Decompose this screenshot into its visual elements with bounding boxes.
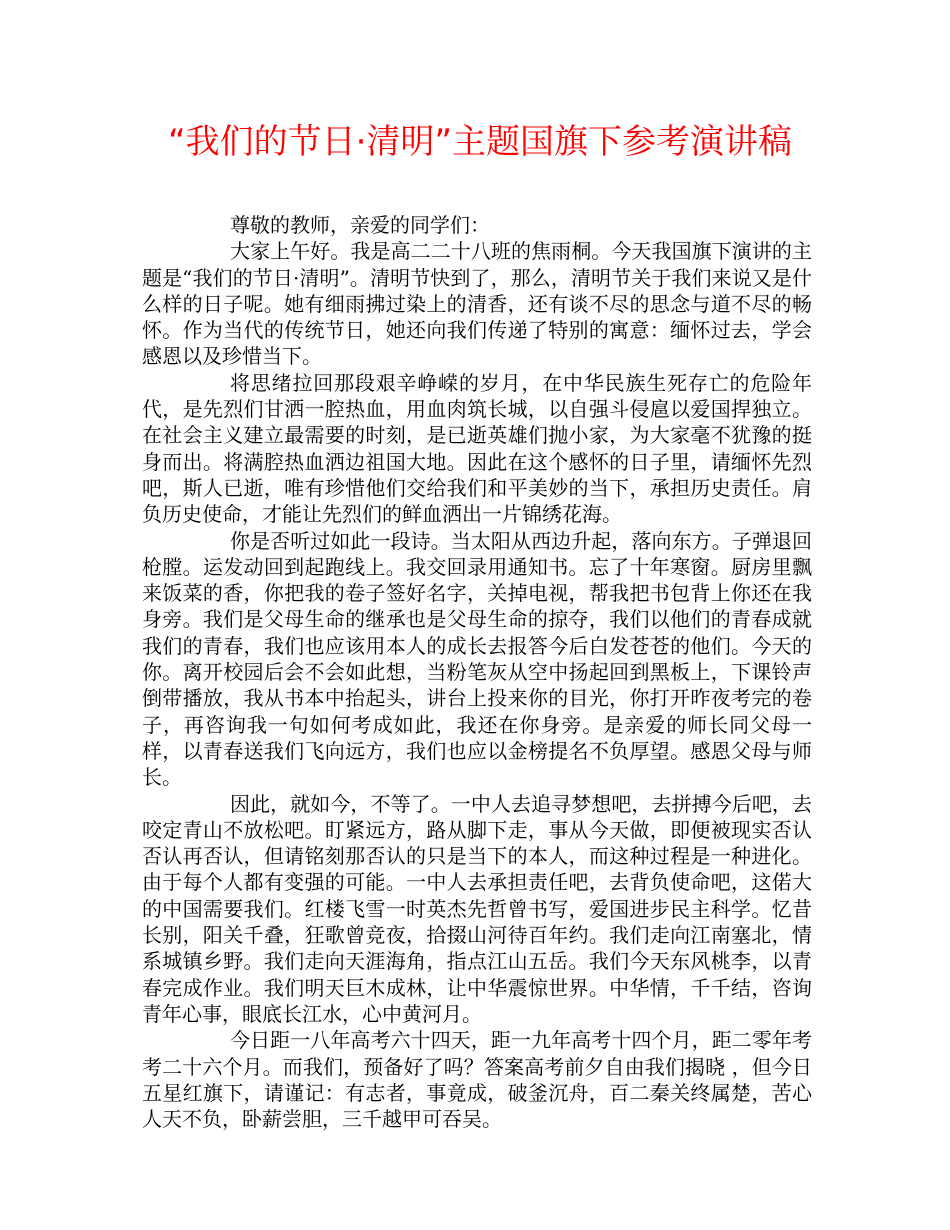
paragraph-5: 今日距一八年高考六十四天，距一九年高考十四个月，距二零年考考二十六个月。而我们，预备好了吗？答案高考前夕自由我们揭晓 ，但今日五星红旗下，请谨记：有志者，事竟成，破釜沉舟，百二秦关终属楚，苦心人天不负，卧薪尝胆，三千越甲可吞吴。 bbox=[142, 1028, 812, 1132]
paragraph-1: 大家上午好。我是高二二十八班的焦雨桐。今天我国旗下演讲的主题是“我们的节日·清明”。清明节快到了，那么，清明节关于我们来说又是什么样的日子呢。她有细雨拂过染上的清香，还有谈不尽的思念与道不尽的畅怀。作为当代的传统节日，她还向我们传递了特别的寓意：缅怀过去，学会感恩以及珍惜当下。 bbox=[142, 239, 812, 369]
paragraph-3: 你是否听过如此一段诗。当太阳从西边升起，落向东方。子弹退回枪膛。运发动回到起跑线上。我交回录用通知书。忘了十年寒窗。厨房里飘来饭菜的香，你把我的卷子签好名字，关掉电视，帮我把书包背上你还在我身旁。我们是父母生命的继承也是父母生命的掠夺，我们以他们的青春成就我们的青春，我们也应该用本人的成长去报答今后白发苍苍的他们。今天的你。离开校园后会不会如此想，当粉笔灰从空中扬起回到黑板上，下课铃声倒带播放，我从书本中抬起头，讲台上投来你的目光，你打开昨夜考完的卷子，再咨询我一句如何考成如此，我还在你身旁。是亲爱的师长同父母一样，以青春送我们飞向远方，我们也应以金榜提名不负厚望。感恩父母与师长。 bbox=[142, 528, 812, 790]
paragraph-4: 因此，就如今，不等了。一中人去追寻梦想吧，去拼搏今后吧，去咬定青山不放松吧。盯紧远方，路从脚下走，事从今天做，即便被现实否认否认再否认，但请铭刻那否认的只是当下的本人，而这种过程是一种进化。由于每个人都有变强的可能。一中人去承担责任吧，去背负使命吧，这偌大的中国需要我们。红楼飞雪一时英杰先哲曾书写，爱国进步民主科学。忆昔长别，阳关千叠，狂歌曾竞夜，拾掇山河待百年约。我们走向江南塞北，情系城镇乡野。我们走向天涯海角，指点江山五岳。我们今天东风桃李，以青春完成作业。我们明天巨木成林，让中华震惊世界。中华情，千千结，咨询青年心事，眼底长江水，心中黄河月。 bbox=[142, 791, 812, 1026]
document-title: “我们的节日·清明”主题国旗下参考演讲稿 bbox=[167, 122, 793, 162]
salutation: 尊敬的教师，亲爱的同学们： bbox=[230, 213, 490, 237]
document-body bbox=[142, 212, 812, 1132]
paragraph-2: 将思绪拉回那段艰辛峥嵘的岁月，在中华民族生死存亡的危险年代，是先烈们甘洒一腔热血，用血肉筑长城，以自强斗侵扈以爱国捍独立。在社会主义建立最需要的时刻，是已逝英雄们抛小家，为大家毫不犹豫的挺身而出。将满腔热血洒边祖国大地。因此在这个感怀的日子里，请缅怀先烈吧，斯人已逝，唯有珍惜他们交给我们和平美妙的当下，承担历史责任。肩负历史使命，才能让先烈们的鲜血洒出一片锦绣花海。 bbox=[142, 370, 812, 527]
